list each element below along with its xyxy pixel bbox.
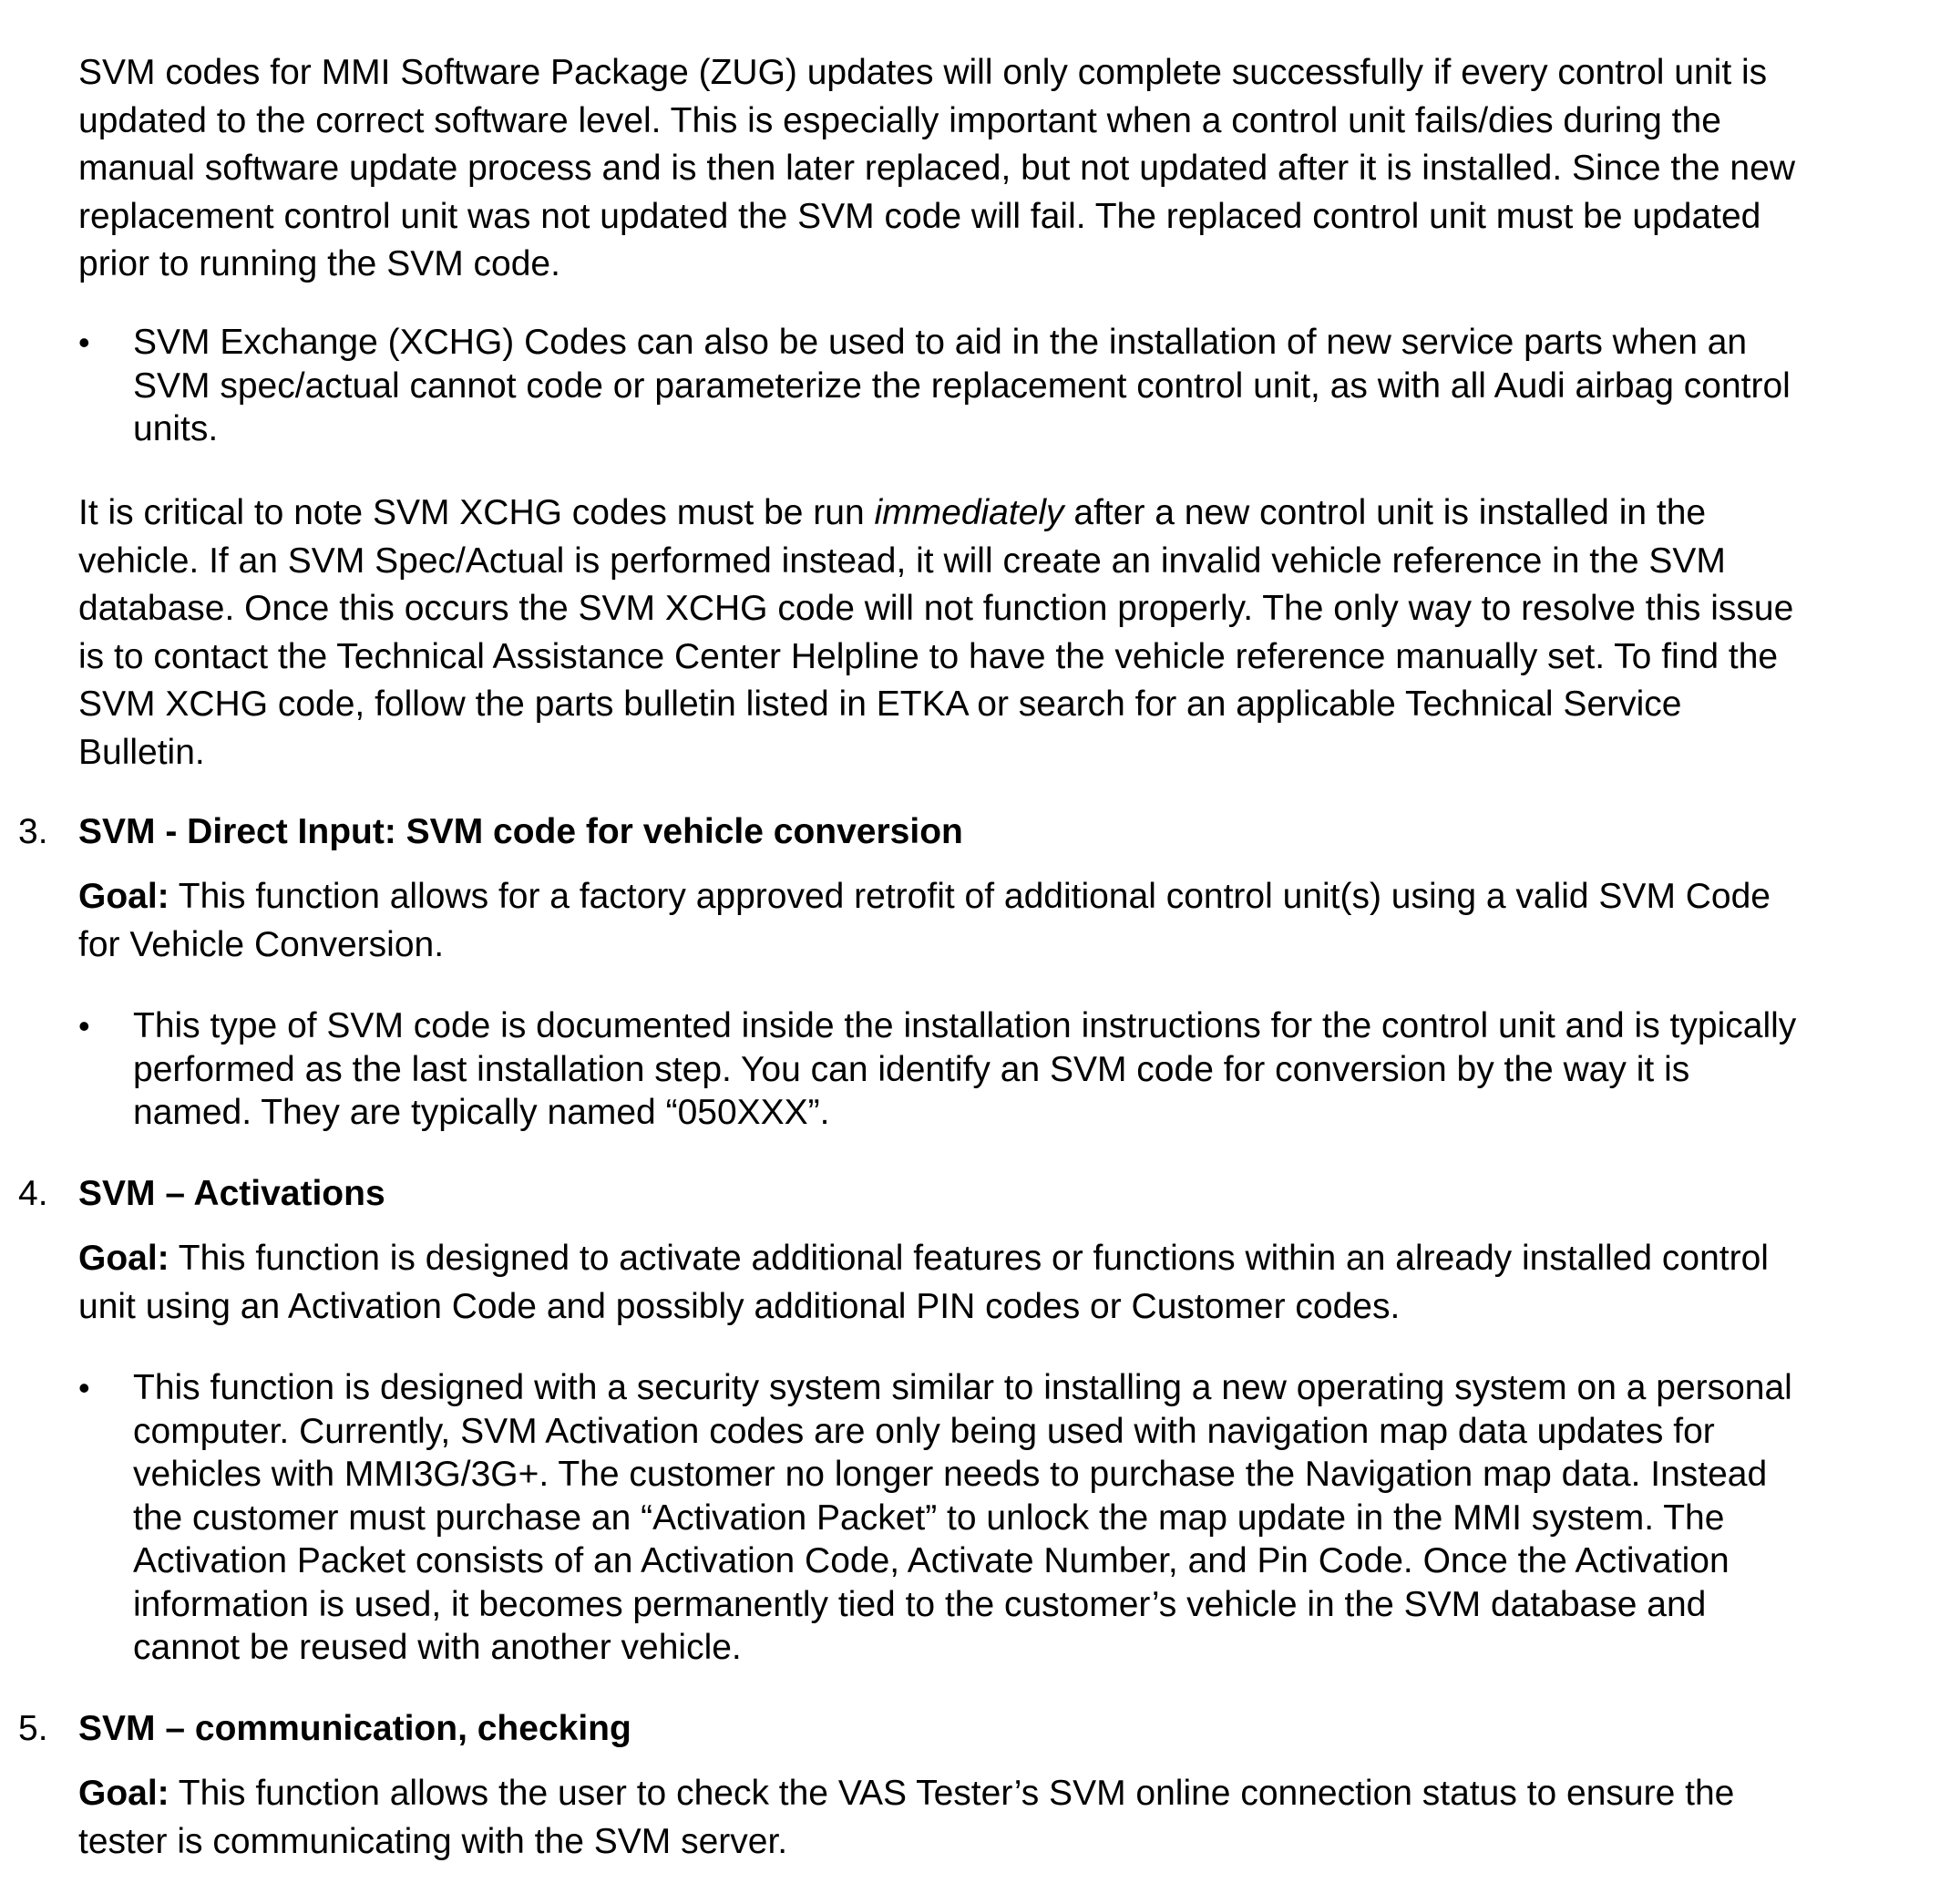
intro-line: manual software update process and is then later replaced, but not updated after it is installed. Since the new (78, 149, 1795, 188)
goal-label: Goal: (78, 877, 169, 916)
critical-line-start: It is critical to note SVM XCHG codes must be run (78, 493, 875, 532)
section-5-heading (18, 1706, 1932, 1752)
section-3-goal (78, 873, 1937, 969)
section-4-heading (18, 1171, 1932, 1217)
section-title: SVM – communication, checking (78, 1709, 631, 1748)
critical-line: vehicle. If an SVM Spec/Actual is performed instead, it will create an invalid vehicle reference in the SVM (78, 540, 1726, 581)
bullet-line: SVM Exchange (XCHG) Codes can also be used to aid in the installation of new service parts when an (133, 323, 1748, 362)
intro-line: replacement control unit was not updated the SVM code will fail. The replaced control unit must be updated (78, 196, 1761, 236)
goal-line (78, 1770, 1937, 1818)
section-number: 5. (18, 1709, 48, 1748)
section-3-heading (18, 809, 1932, 855)
goal-line: tester is communicating with the SVM server. (78, 1821, 788, 1861)
bullet-line: Activation Packet consists of an Activation Code, Activate Number, and Pin Code. Once the Activation (133, 1541, 1730, 1580)
bullet-icon: • (78, 1007, 90, 1045)
bullet-icon: • (78, 324, 90, 361)
bullet-line: the customer must purchase an “Activation Packet” to unlock the map update in the MMI system. The (133, 1497, 1725, 1538)
bullet-line: This function is designed with a security system similar to installing a new operating system on a personal (133, 1368, 1792, 1407)
bullet-text (133, 321, 1937, 451)
critical-line: database. Once this occurs the SVM XCHG code will not function properly. The only way to resolve this issue (78, 589, 1794, 628)
goal-text: This function allows for a factory approved retrofit of additional control unit(s) using a valid SVM Code (169, 877, 1771, 916)
critical-line-end: after a new control unit is installed in the (1063, 493, 1707, 532)
section-title: SVM – Activations (78, 1174, 385, 1213)
intro-line: SVM codes for MMI Software Package (ZUG) updates will only complete successfully if every control unit is (78, 53, 1768, 92)
bullet-line: vehicles with MMI3G/3G+. The customer no longer needs to purchase the Navigation map data. Instead (133, 1455, 1768, 1494)
bullet-line: This type of SVM code is documented inside the installation instructions for the control unit and is typically (133, 1006, 1797, 1045)
bullet-xchg (78, 321, 1937, 458)
section-4-bullet (78, 1366, 1937, 1676)
section-5-goal (78, 1770, 1937, 1866)
intro-line: updated to the correct software level. This is especially important when a control unit fails/dies during the (78, 100, 1721, 140)
bullet-line: cannot be reused with another vehicle. (133, 1628, 742, 1667)
bullet-line: computer. Currently, SVM Activation codes are only being used with navigation map data updates for (133, 1411, 1715, 1451)
goal-line: unit using an Activation Code and possibly additional PIN codes or Customer codes. (78, 1286, 1401, 1326)
goal-label: Goal: (78, 1774, 169, 1813)
emphasis-immediately: immediately (874, 493, 1064, 532)
bullet-line: units. (133, 409, 219, 448)
section-3-bullet (78, 1004, 1937, 1141)
critical-line: SVM XCHG code, follow the parts bulletin listed in ETKA or search for an applicable Technical Service (78, 684, 1682, 724)
critical-line: is to contact the Technical Assistance Center Helpline to have the vehicle reference manually set. To find the (78, 636, 1779, 676)
intro-line: prior to running the SVM code. (78, 244, 560, 283)
goal-line (78, 1235, 1937, 1283)
section-title: SVM - Direct Input: SVM code for vehicle conversion (78, 812, 963, 851)
bullet-icon: • (78, 1369, 90, 1406)
goal-text: This function is designed to activate additional features or functions within an already installed control (169, 1239, 1769, 1278)
section-4-goal (78, 1235, 1937, 1331)
critical-paragraph (78, 489, 1937, 777)
bullet-text (133, 1004, 1937, 1135)
section-number: 3. (18, 812, 48, 851)
goal-line (78, 873, 1937, 921)
intro-paragraph (78, 49, 1937, 289)
bullet-line: information is used, it becomes permanently tied to the customer’s vehicle in the SVM database and (133, 1584, 1707, 1624)
critical-line: Bulletin. (78, 732, 205, 772)
bullet-text (133, 1366, 1937, 1670)
section-number: 4. (18, 1174, 48, 1213)
bullet-line: SVM spec/actual cannot code or parameterize the replacement control unit, as with all Audi airbag control (133, 365, 1791, 406)
bullet-line: named. They are typically named “050XXX”. (133, 1093, 830, 1132)
bullet-line: performed as the last installation step. You can identify an SVM code for conversion by the way it is (133, 1049, 1690, 1089)
critical-line (78, 489, 1937, 538)
goal-line: for Vehicle Conversion. (78, 924, 445, 964)
goal-text: This function allows the user to check the VAS Tester’s SVM online connection status to ensure the (169, 1774, 1735, 1813)
goal-label: Goal: (78, 1239, 169, 1278)
